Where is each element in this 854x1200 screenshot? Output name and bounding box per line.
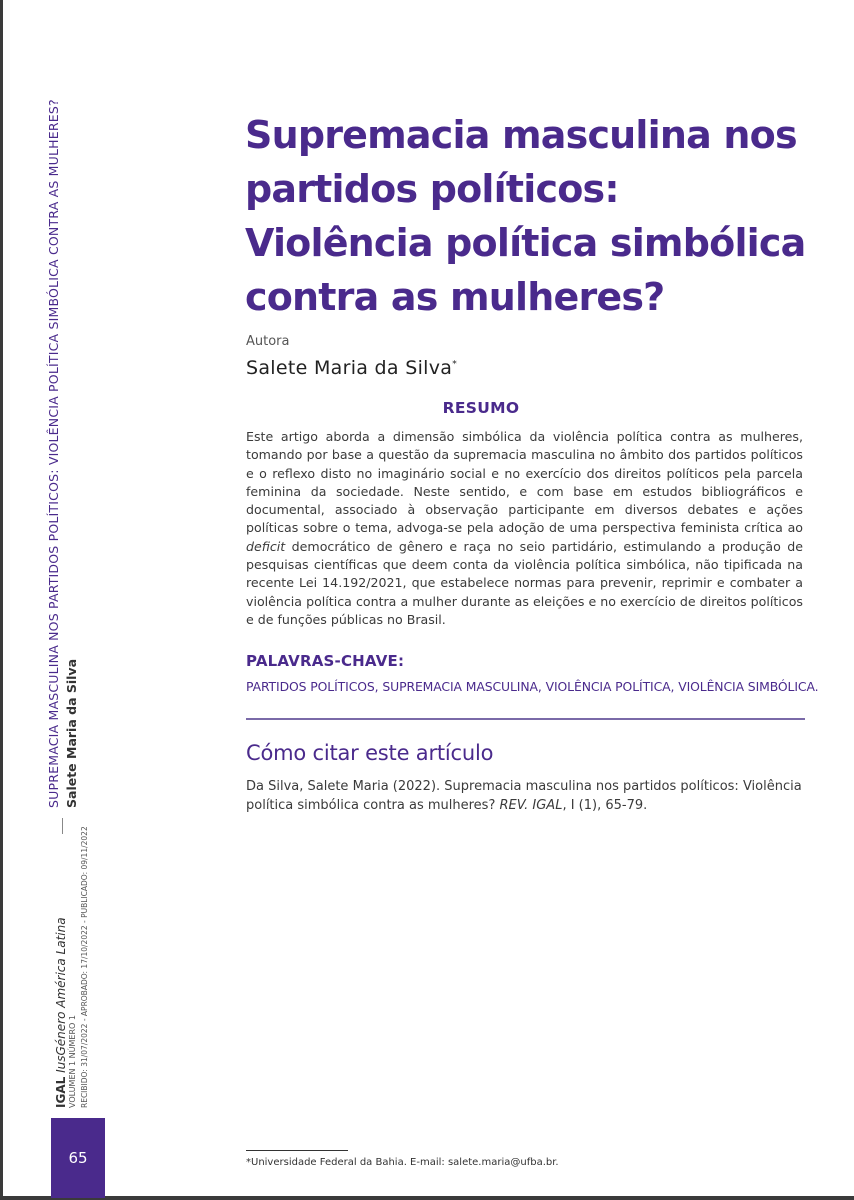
abstract-body	[246, 428, 803, 629]
article-title	[245, 108, 825, 324]
citation-text-1: Da Silva, Salete Maria (2022). Supremacia masculina nos partidos políticos: Violência política simbólica contra as mulheres?	[246, 779, 802, 813]
abstract-text-2: democrático de gênero e raça no seio partidário, estimulando a produção de pesquisas científicas que deem conta da violência política simbólica, não tipificada na recente Lei 14.192/2021, que estabelece normas para prevenir, reprimir e combater a violência política contra a mulher durante as eleições e no exercício de direitos políticos e de funções públicas no Brasil.	[246, 538, 803, 627]
page-number: 65	[68, 1149, 88, 1167]
abstract-text-1: Este artigo aborda a dimensão simbólica da violência política contra as mulheres, tomando por base a questão da supremacia masculina no âmbito dos partidos políticos e o reflexo disto no imaginário social e no exercício dos direitos políticos pela parcela feminina da sociedade. Neste sentido, e com base em estudos bibliográficos e documental, associado à observação participante em diversos debates e ações políticas sobre o tema, advoga-se pela adoção de uma perspectiva feminista crítica ao	[246, 429, 803, 536]
journal-volume: VOLUMEN 1 NÚMERO 1	[68, 1015, 77, 1108]
citation-text-2: , I (1), 65-79.	[562, 798, 648, 813]
footnote: *Universidade Federal da Bahia. E-mail: salete.maria@ufba.br.	[246, 1157, 559, 1168]
journal-dates: RECIBIDO: 31/07/2022 - APROBADO: 17/10/2022 - PUBLICADO: 09/11/2022	[80, 826, 89, 1108]
running-title: SUPREMACIA MASCULINA NOS PARTIDOS POLÍTICOS: VIOLÊNCIA POLÍTICA SIMBÓLICA CONTRA AS MULHERES?	[46, 99, 61, 808]
keywords-heading: PALAVRAS-CHAVE:	[246, 652, 405, 670]
title-line: contra as mulheres?	[245, 275, 665, 319]
title-line: Supremacia masculina nos	[245, 113, 797, 157]
journal-name	[54, 917, 68, 1108]
journal-abbrev: IGAL	[54, 1076, 68, 1108]
footnote-rule	[246, 1150, 348, 1151]
section-divider	[246, 718, 805, 720]
author-name	[246, 357, 457, 379]
citation-heading: Cómo citar este artículo	[246, 741, 494, 765]
author-name-text: Salete Maria da Silva	[246, 357, 453, 379]
title-line: partidos políticos:	[245, 167, 619, 211]
abstract-heading: RESUMO	[442, 399, 520, 417]
citation-journal: REV. IGAL	[499, 798, 563, 813]
running-author: Salete Maria da Silva	[64, 658, 79, 808]
author-label: Autora	[246, 334, 290, 349]
page-bottom-edge	[0, 1196, 854, 1200]
keywords-list: PARTIDOS POLÍTICOS, SUPREMACIA MASCULINA, VIOLÊNCIA POLÍTICA, VIOLÊNCIA SIMBÓLICA.	[246, 679, 819, 694]
title-line: Violência política simbólica	[245, 221, 806, 265]
citation-text	[246, 777, 806, 815]
author-footnote-mark: *	[452, 359, 458, 370]
side-divider	[62, 818, 63, 834]
journal-full-name: IusGénero América Latina	[54, 917, 68, 1073]
abstract-italic-term: deficit	[246, 538, 286, 554]
page-left-edge	[0, 0, 3, 1200]
